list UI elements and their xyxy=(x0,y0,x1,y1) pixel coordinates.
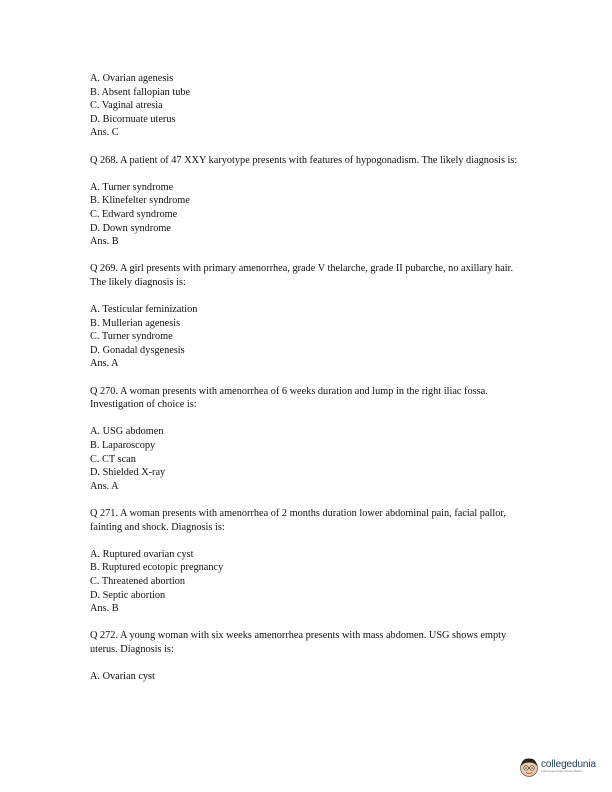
document-page xyxy=(90,72,530,697)
option: D. Shielded X-ray xyxy=(90,467,166,479)
question-270-stem xyxy=(90,385,530,412)
question-270-options xyxy=(90,425,530,493)
option: B. Laparoscopy xyxy=(90,440,156,452)
option: A. Ovarian cyst xyxy=(90,671,155,683)
option: D. Down syndrome xyxy=(90,222,171,234)
question-text: Q 270. A woman presents with amenorrhea of 6 weeks duration and lump in the right iliac fossa. Investigation of choice is: xyxy=(90,385,488,411)
option: C. Edward syndrome xyxy=(90,208,178,220)
option: A. Ovarian agenesis xyxy=(90,73,174,84)
option: A. Ruptured ovarian cyst xyxy=(90,548,194,560)
question-fragment xyxy=(90,72,530,140)
option: A. Turner syndrome xyxy=(90,181,174,193)
question-271-stem xyxy=(90,507,530,534)
answer: Ans. B xyxy=(90,236,119,248)
question-text: Q 271. A woman presents with amenorrhea of 2 months duration lower abdominal pain, facial pallor, fainting and shock. Diagnosis is: xyxy=(90,508,506,533)
answer: Ans. A xyxy=(90,358,119,370)
option: A. Testicular feminization xyxy=(90,304,198,316)
brand-tagline: India's largest Student Review Platform xyxy=(541,770,583,774)
question-text: Q 268. A patient of 47 XXY karyotype presents with features of hypogonadism. The likely diagnosis is: xyxy=(90,154,518,166)
question-269-stem xyxy=(90,262,530,289)
option: C. CT scan xyxy=(90,453,136,465)
answer: Ans. C xyxy=(90,127,119,139)
question-271-options xyxy=(90,548,530,616)
option: D. Septic abortion xyxy=(90,589,166,601)
option: C. Turner syndrome xyxy=(90,331,173,343)
question-272-stem xyxy=(90,629,530,656)
question-269-options xyxy=(90,303,530,371)
option: B. Absent fallopian tube xyxy=(90,86,191,98)
question-268-options xyxy=(90,181,530,249)
question-text: Q 269. A girl presents with primary amenorrhea, grade V thelarche, grade II pubarche, no axillary hair. The likely diagnosis is: xyxy=(90,263,514,288)
option: B. Klinefelter syndrome xyxy=(90,195,190,207)
logo-text xyxy=(541,760,596,773)
question-268-stem xyxy=(90,154,530,168)
option: C. Vaginal atresia xyxy=(90,100,163,112)
option: B. Mullerian agenesis xyxy=(90,317,181,329)
question-text: Q 272. A young woman with six weeks amenorrhea presents with mass abdomen. USG shows empty uterus. Diagnosis is: xyxy=(90,630,507,655)
answer: Ans. B xyxy=(90,603,119,615)
mascot-icon xyxy=(519,756,539,778)
option: C. Threatened abortion xyxy=(90,575,186,587)
brand-name: collegedunia xyxy=(541,759,596,771)
option: D. Gonadal dysgenesis xyxy=(90,344,185,356)
option: D. Bicornuate uterus xyxy=(90,113,176,125)
question-272-options xyxy=(90,670,530,684)
option: B. Ruptured ecotopic pregnancy xyxy=(90,562,224,574)
option: A. USG abdomen xyxy=(90,426,164,438)
answer: Ans. A xyxy=(90,480,119,492)
collegedunia-logo xyxy=(519,754,596,780)
